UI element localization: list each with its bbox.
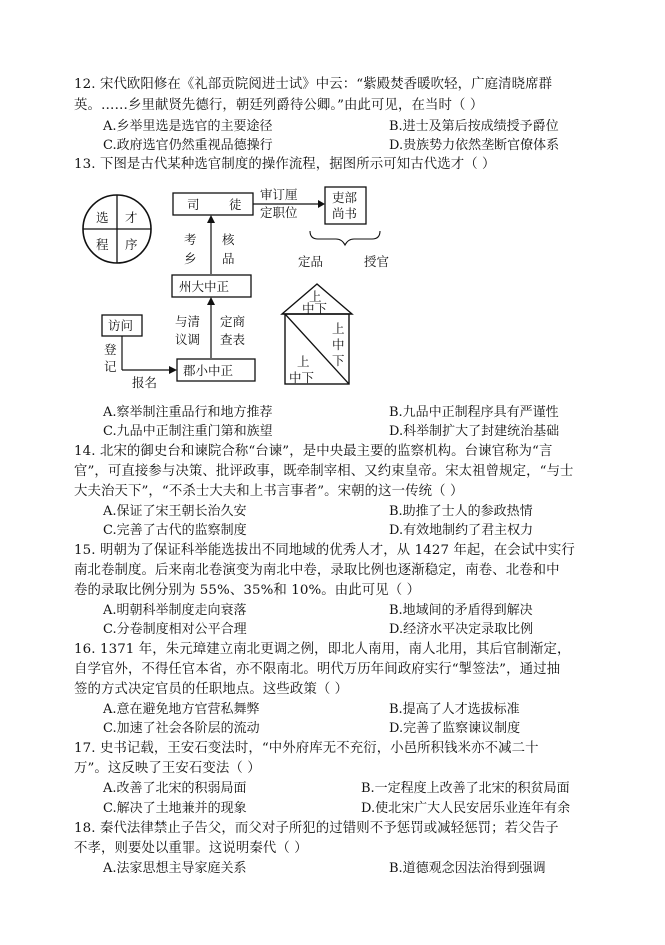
q14-option-b[interactable]: B.助推了士人的参政热情	[389, 504, 533, 519]
q12-option-c[interactable]: C.政府选官仍然重视品德操行	[103, 138, 273, 153]
q16-stem-line-2: 自学官外，不得任官本省，亦不限南北。明代万历年间政府实行“掣签法”，通过抽	[74, 662, 561, 677]
q13-option-c[interactable]: C.九品中正制注重门第和族望	[103, 424, 273, 439]
arrow-label-top: 审订厘	[260, 187, 298, 202]
kaoxiang-char-1: 考	[184, 232, 197, 247]
q15-option-a[interactable]: A.明朝科举制度走向衰落	[103, 603, 247, 618]
dengji-char-2: 记	[104, 359, 117, 374]
q17-option-b[interactable]: B.一定程度上改善了北宋的积贫局面	[361, 781, 570, 796]
q12-stem-line-2: 英。……乡里献贤先德行，朝廷列爵待公卿。”由此可见，在当时（ ）	[74, 98, 484, 113]
q15-option-b[interactable]: B.地域间的矛盾得到解决	[389, 603, 533, 618]
q15-option-d[interactable]: D.经济水平决定录取比例	[389, 622, 534, 637]
q13-option-a[interactable]: A.察举制注重品行和地方推荐	[103, 405, 273, 420]
kaoxiang-char-2: 乡	[184, 251, 197, 266]
situ-char-2: 徒	[229, 197, 242, 212]
q12-option-b[interactable]: B.进士及第后按成绩授予爵位	[389, 119, 559, 134]
house-right-3: 下	[332, 353, 345, 368]
circle-char-3: 程	[96, 237, 109, 252]
dingshang-line-1: 定商	[220, 314, 246, 329]
q17-option-d[interactable]: D.使北宋广大人民安居乐业连年有余	[361, 801, 571, 816]
q16-option-c[interactable]: C.加速了社会各阶层的流动	[103, 721, 260, 736]
libu-line-1: 吏部	[332, 190, 358, 205]
hepin-char-1: 核	[222, 232, 235, 247]
baoming-label: 报名	[132, 375, 158, 390]
q16-option-b[interactable]: B.提高了人才选拔标准	[389, 702, 520, 717]
q15-option-c[interactable]: C.分卷制度相对公平合理	[103, 622, 247, 637]
q17-stem-line-2: 万”。这反映了王安石变法（ ）	[74, 761, 261, 776]
selection-circle	[83, 195, 151, 263]
yuqing-line-1: 与清	[175, 314, 201, 329]
q12-stem-line-1: 12. 宋代欧阳修在《礼部贡院阅进士试》中云：“紫殿焚香暖吹轻，广庭清晓席群	[74, 77, 553, 92]
jun-label: 郡小中正	[183, 363, 234, 378]
yuqing-line-2: 议调	[175, 332, 201, 347]
q16-stem-line-3: 签的方式决定官员的任职地点。这些政策（ ）	[74, 682, 349, 697]
q18-stem-line-2: 不孝，则要处以重罪。这说明秦代（ ）	[74, 841, 308, 856]
q17-option-c[interactable]: C.解决了土地兼并的现象	[103, 801, 247, 816]
dingpin-label: 定品	[298, 254, 324, 269]
brace-shape	[310, 231, 380, 245]
situ-char-1: 司	[187, 197, 200, 212]
q15-stem-line-1: 15. 明朝为了保证科举能选拔出不同地域的优秀人才，从 1427 年起，在会试中实行	[74, 543, 575, 558]
house-right-2: 中	[332, 337, 345, 352]
house-left-2: 中下	[289, 370, 315, 385]
q18-stem-line-1: 18. 秦代法律禁止子告父，而父对子所犯的过错则不予惩罚或减轻惩罚；若父告子	[74, 821, 559, 836]
hepin-char-2: 品	[222, 251, 235, 266]
shouguan-label: 授官	[364, 254, 390, 269]
arrow-label-bottom: 定职位	[260, 205, 298, 220]
q14-option-c[interactable]: C.完善了古代的监察制度	[103, 523, 247, 538]
q14-stem-line-1: 14. 北宋的御史台和谏院合称“台谏”，是中央最主要的监察机构。台谏官称为“言	[74, 444, 553, 459]
dingshang-line-2: 查表	[220, 332, 246, 347]
q13-option-b[interactable]: B.九品中正制程序具有严谨性	[389, 405, 559, 420]
q14-stem-line-3: 大夫治天下”，“不杀士大夫和上书言事者”。宋朝的这一传统（ ）	[74, 484, 464, 499]
q16-option-d[interactable]: D.完善了监察谏议制度	[389, 721, 521, 736]
zhou-label: 州大中正	[179, 279, 230, 294]
fangwen-label: 访问	[108, 318, 134, 333]
selection-process-diagram	[74, 186, 390, 396]
q14-option-a[interactable]: A.保证了宋王朝长治久安	[103, 504, 247, 519]
q16-stem-line-1: 16. 1371 年，朱元璋建立南北更调之例，即北人南用，南人北用，其后官制渐定，	[74, 642, 571, 657]
q15-stem-line-3: 卷的录取比例分别为 55%、35%和 10%。由此可见（ ）	[74, 583, 421, 598]
q17-stem-line-1: 17. 史书记载，王安石变法时，“中外府库无不充衍，小邑所积钱米亦不减二十	[74, 741, 539, 756]
house-left-1: 上	[297, 354, 310, 369]
house-top-2: 中下	[302, 301, 328, 316]
libu-line-2: 尚书	[332, 206, 358, 221]
q14-option-d[interactable]: D.有效地制约了君主权力	[389, 523, 534, 538]
q13-option-d[interactable]: D.科举制扩大了封建统治基础	[389, 424, 560, 439]
q13-stem-line-1: 13. 下图是古代某种选官制度的操作流程，据图所示可知古代选才（ ）	[74, 157, 496, 172]
house-top-1: 上	[309, 289, 322, 304]
nine-grades-house	[282, 284, 352, 385]
circle-char-1: 选	[96, 210, 109, 225]
q12-option-d[interactable]: D.贵族势力依然垄断官僚体系	[389, 138, 560, 153]
circle-char-2: 才	[125, 210, 138, 225]
q16-option-a[interactable]: A.意在避免地方官营私舞弊	[103, 702, 260, 717]
q18-option-a[interactable]: A.法家思想主导家庭关系	[103, 861, 247, 876]
dengji-char-1: 登	[104, 342, 117, 357]
q12-option-a[interactable]: A.乡举里选是选官的主要途径	[103, 119, 273, 134]
q15-stem-line-2: 南北卷制度。后来南北卷演变为南北中卷，录取比例也逐渐稳定，南卷、北卷和中	[74, 563, 560, 578]
q14-stem-line-2: 官”，可直接参与决策、批评政事，既牵制宰相、又约束皇帝。宋太祖曾规定，“与士	[74, 464, 574, 479]
q17-option-a[interactable]: A.改善了北宋的积弱局面	[103, 781, 247, 796]
house-right-1: 上	[332, 321, 345, 336]
circle-char-4: 序	[125, 237, 138, 252]
q18-option-b[interactable]: B.道德观念因法治得到强调	[389, 861, 546, 876]
